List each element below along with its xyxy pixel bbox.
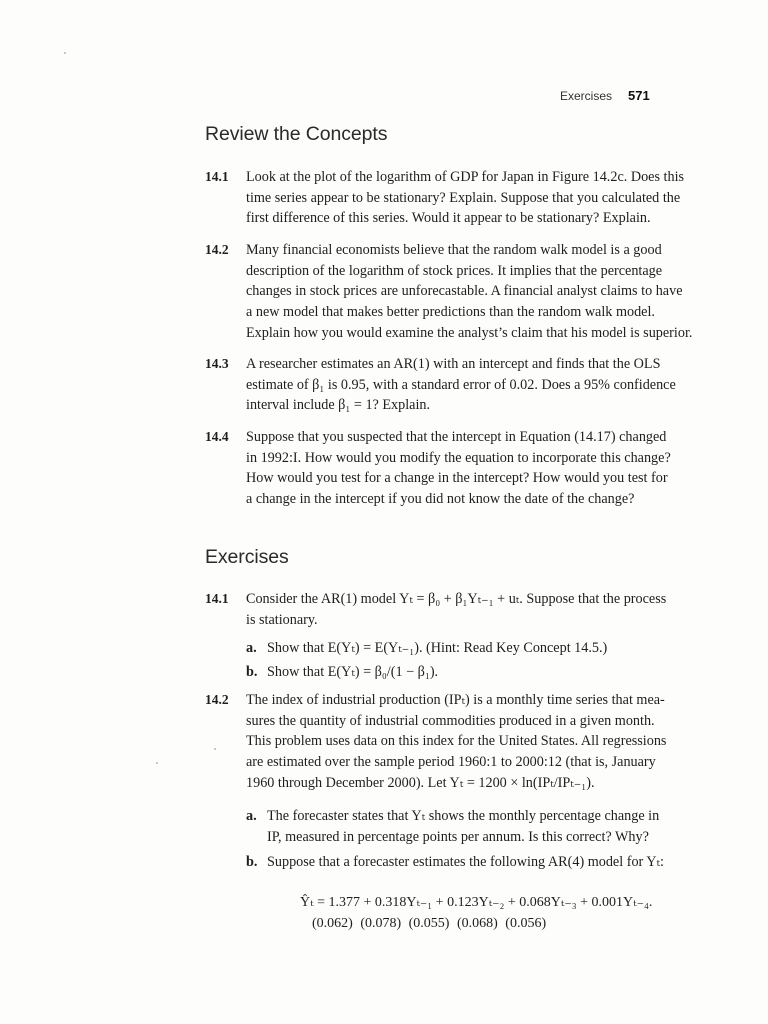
text-line: in 1992:I. How would you modify the equation to incorporate this change?	[246, 449, 671, 466]
question-text	[246, 240, 693, 344]
exercise-14-2	[205, 690, 675, 794]
question-number: 14.4	[205, 429, 229, 444]
review-section-title: Review the Concepts	[205, 123, 388, 145]
text-line: changes in stock prices are unforecastable. A financial analyst claims to have	[246, 283, 683, 300]
exercise-number: 14.1	[205, 591, 229, 606]
exercise-number: 14.2	[205, 692, 229, 707]
exercise-14-2-part-b	[246, 852, 676, 873]
part-text: Suppose that a forecaster estimates the following AR(4) model for Yₜ:	[267, 854, 664, 870]
ar4-equation: Ŷₜ = 1.377 + 0.318Yₜ₋₁ + 0.123Yₜ₋₂ + 0.068Yₜ₋₃ + 0.001Yₜ₋₄.	[300, 895, 653, 910]
exercise-text	[246, 690, 675, 794]
text-line: Explain how you would examine the analyst’s claim that his model is superior.	[246, 324, 693, 341]
exercise-14-1-part-b	[246, 662, 676, 683]
page-number: 571	[628, 88, 650, 103]
text-line: a change in the intercept if you did not know the date of the change?	[246, 491, 635, 508]
text-line: is stationary.	[246, 611, 318, 628]
text-line: Suppose that you suspected that the intercept in Equation (14.17) changed	[246, 429, 667, 445]
text-line: Many financial economists believe that the random walk model is a good	[246, 242, 662, 258]
part-label: b.	[246, 664, 258, 680]
question-number: 14.2	[205, 242, 229, 257]
text-line: sures the quantity of industrial commodities produced in a given month.	[246, 712, 655, 729]
review-question-14-1	[205, 167, 685, 229]
scan-speck	[156, 762, 158, 764]
exercises-section-title: Exercises	[205, 546, 289, 568]
text-line: The index of industrial production (IPₜ) is a monthly time series that mea-	[246, 692, 665, 708]
part-text: The forecaster states that Yₜ shows the monthly percentage change in	[267, 808, 660, 824]
scan-speck	[64, 52, 66, 54]
text-line: 1960 through December 2000). Let Yₜ = 1200 × ln(IPₜ/IPₜ₋₁).	[246, 774, 595, 791]
exercise-text	[246, 589, 675, 630]
text-line: Consider the AR(1) model Yₜ = β₀ + β₁Yₜ₋₁ + uₜ. Suppose that the process	[246, 591, 667, 607]
running-head-section: Exercises	[560, 89, 613, 103]
exercise-14-1	[205, 589, 675, 630]
scan-speck	[214, 748, 216, 750]
question-text	[246, 354, 675, 416]
part-label: a.	[246, 808, 257, 824]
text-line: How would you test for a change in the intercept? How would you test for	[246, 470, 668, 487]
part-label: b.	[246, 854, 258, 870]
part-text: IP, measured in percentage points per annum. Is this correct? Why?	[267, 828, 649, 845]
running-header	[560, 88, 670, 103]
standard-errors: (0.062) (0.078) (0.055) (0.068) (0.056)	[312, 916, 547, 931]
text-line: are estimated over the sample period 1960:1 to 2000:12 (that is, January	[246, 754, 656, 771]
exercise-14-2-part-a	[246, 806, 676, 847]
text-line: time series appear to be stationary? Explain. Suppose that you calculated the	[246, 189, 681, 206]
review-question-14-4	[205, 427, 675, 510]
text-line: estimate of β₁ is 0.95, with a standard error of 0.02. Does a 95% confidence	[246, 376, 676, 393]
review-question-14-3	[205, 354, 675, 416]
text-line: A researcher estimates an AR(1) with an intercept and finds that the OLS	[246, 356, 661, 372]
question-text	[246, 427, 675, 510]
question-number: 14.3	[205, 356, 229, 371]
exercise-14-1-part-a	[246, 638, 676, 659]
text-line: first difference of this series. Would it appear to be stationary? Explain.	[246, 210, 651, 227]
text-line: This problem uses data on this index for the United States. All regressions	[246, 733, 667, 750]
part-text: Show that E(Yₜ) = E(Yₜ₋₁). (Hint: Read Key Concept 14.5.)	[267, 640, 608, 656]
question-text	[246, 167, 685, 229]
text-line: Look at the plot of the logarithm of GDP for Japan in Figure 14.2c. Does this	[246, 169, 685, 185]
part-text: Show that E(Yₜ) = β₀/(1 − β₁).	[267, 664, 439, 680]
text-line: interval include β₁ = 1? Explain.	[246, 397, 431, 414]
text-line: description of the logarithm of stock prices. It implies that the percentage	[246, 262, 663, 279]
review-question-14-2	[205, 240, 693, 344]
part-label: a.	[246, 640, 257, 656]
text-line: a new model that makes better predictions than the random walk model.	[246, 304, 655, 321]
question-number: 14.1	[205, 169, 229, 184]
